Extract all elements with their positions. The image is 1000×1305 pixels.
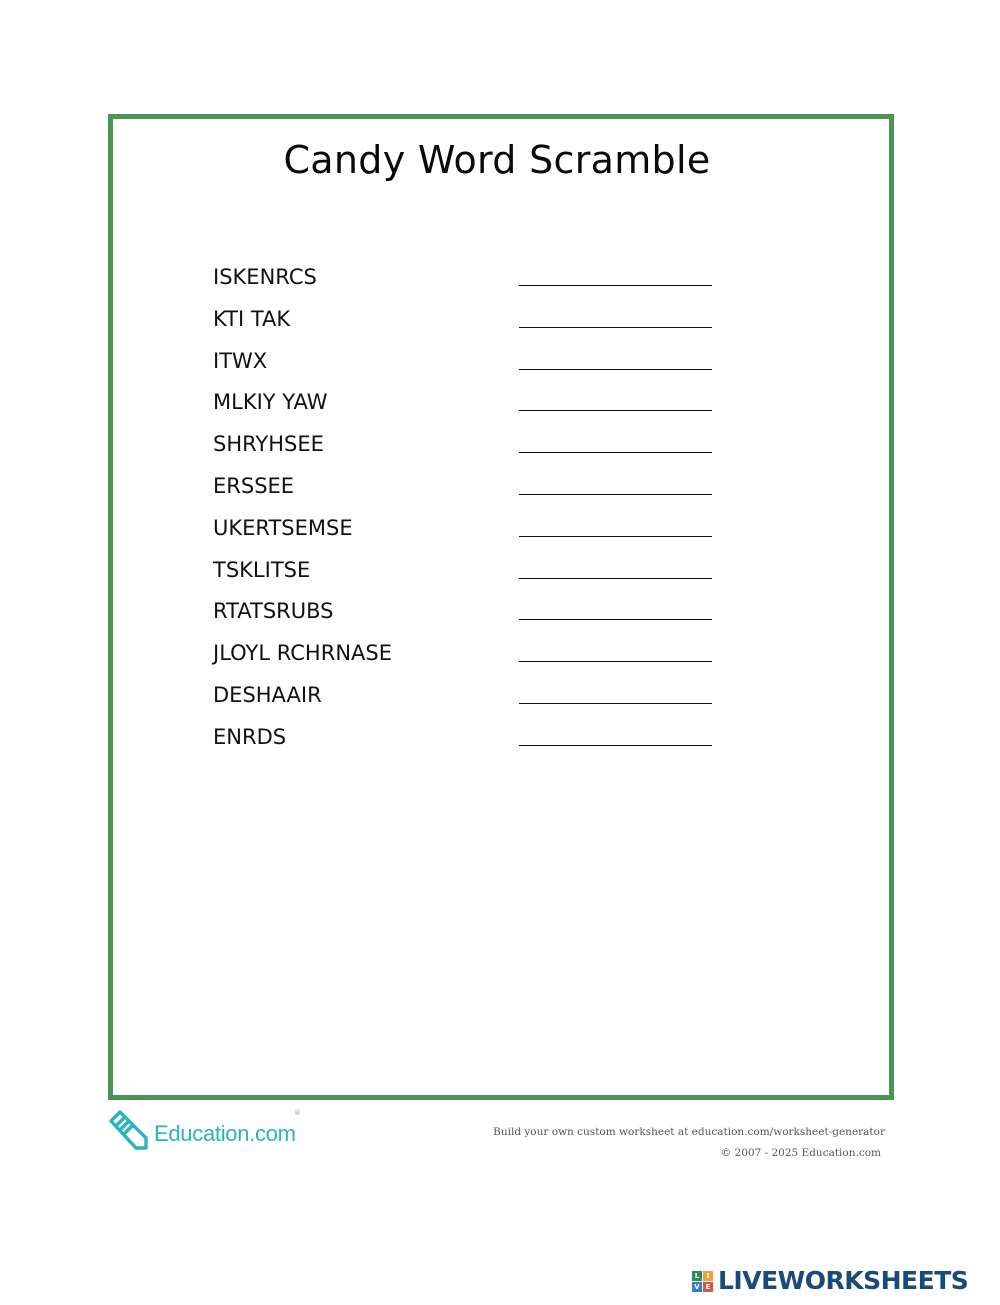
- scrambled-word: MLKIY YAW: [213, 390, 328, 415]
- answer-blank[interactable]: [519, 494, 712, 495]
- answer-blank[interactable]: [519, 703, 712, 704]
- pencil-logo-icon: [106, 1107, 154, 1155]
- scrambled-word: ERSSEE: [213, 473, 295, 498]
- generator-note[interactable]: Build your own custom worksheet at education.com/worksheet-generator: [493, 1126, 885, 1138]
- answer-blank[interactable]: [519, 452, 712, 453]
- list-item: [213, 472, 713, 514]
- registered-mark: ®: [294, 1109, 301, 1117]
- list-item: [213, 597, 713, 639]
- liveworksheets-wordmark: LIVEWORKSHEETS: [718, 1266, 969, 1295]
- answer-blank[interactable]: [519, 327, 712, 328]
- word-list: [213, 263, 713, 765]
- scrambled-word: SHRYHSEE: [213, 432, 324, 457]
- education-logo[interactable]: [106, 1107, 316, 1157]
- scrambled-word: TSKLITSE: [213, 557, 311, 582]
- scrambled-word: KTI TAK: [213, 306, 291, 331]
- scrambled-word: DESHAAIR: [213, 682, 322, 707]
- logo-wordmark: Education.com: [154, 1121, 296, 1146]
- liveworksheets-grid-icon: L I V E: [692, 1271, 714, 1293]
- answer-blank[interactable]: [519, 536, 712, 537]
- scrambled-word: ITWX: [213, 348, 268, 373]
- scrambled-word: RTATSRUBS: [213, 599, 334, 624]
- answer-blank[interactable]: [519, 410, 712, 411]
- list-item: [213, 514, 713, 556]
- answer-blank[interactable]: [519, 578, 712, 579]
- copyright: © 2007 - 2025 Education.com: [720, 1147, 881, 1159]
- page-title: Candy Word Scramble: [283, 138, 711, 182]
- list-item: [213, 263, 713, 305]
- scrambled-word: UKERTSEMSE: [213, 515, 353, 540]
- list-item: [213, 305, 713, 347]
- list-item: [213, 681, 713, 723]
- list-item: [213, 388, 713, 430]
- answer-blank[interactable]: [519, 661, 712, 662]
- scrambled-word: ENRDS: [213, 724, 287, 749]
- list-item: [213, 639, 713, 681]
- answer-blank[interactable]: [519, 619, 712, 620]
- answer-blank[interactable]: [519, 285, 712, 286]
- list-item: [213, 347, 713, 389]
- list-item: [213, 723, 713, 765]
- scrambled-word: ISKENRCS: [213, 265, 317, 289]
- scrambled-word: JLOYL RCHRNASE: [213, 641, 392, 666]
- list-item: [213, 430, 713, 472]
- list-item: [213, 556, 713, 598]
- answer-blank[interactable]: [519, 745, 712, 746]
- liveworksheets-watermark[interactable]: [692, 1266, 992, 1296]
- answer-blank[interactable]: [519, 369, 712, 370]
